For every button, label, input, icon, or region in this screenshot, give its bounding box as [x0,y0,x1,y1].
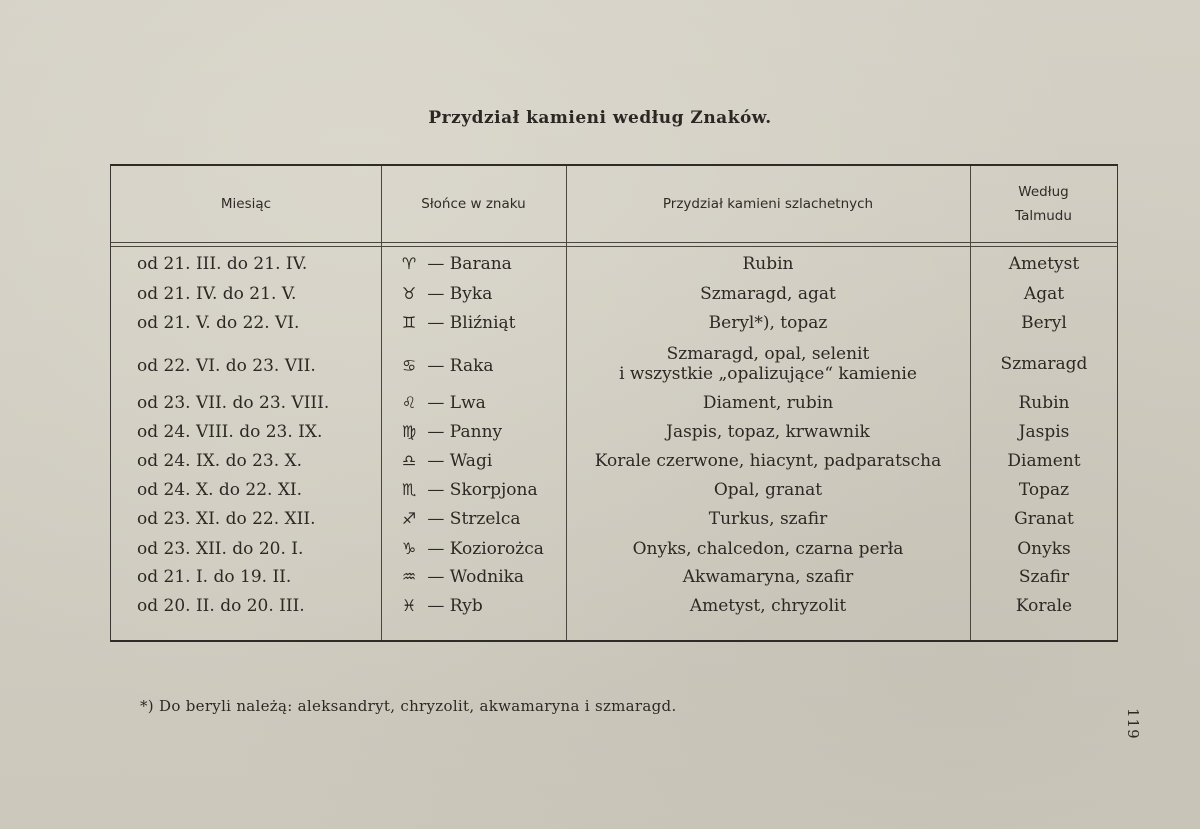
stones-line: Korale czerwone, hiacynt, padparatscha [594,451,942,471]
table-row-month: od 24. IX. do 23. X. [137,451,303,471]
zodiac-icon: ♎ [401,451,417,470]
zodiac-icon: ♋ [401,356,417,375]
table-row-sign [396,393,486,413]
table-row-talmud: Szafir [1018,567,1070,587]
table-row-month: od 23. VII. do 23. VIII. [137,393,330,413]
table-row-month: od 20. II. do 20. III. [137,596,305,616]
zodiac-icon: ♐ [401,509,417,528]
sign-label: — Raka [427,356,494,376]
table-row-stones [567,313,969,333]
sign-label: — Lwa [427,393,486,413]
header-stones: Przydział kamieni szlachetnych [662,196,874,212]
zodiac-icon: ♊ [401,313,417,332]
header-talmud-line2: Talmudu [1015,208,1072,224]
zodiac-icon: ♓ [401,596,417,615]
table-row-stones [567,451,969,471]
stones-line: Akwamaryna, szafir [682,567,854,587]
table-row-talmud: Agat [1023,284,1065,304]
table-row-talmud: Onyks [1017,539,1071,559]
zodiac-icon: ♏ [401,480,417,499]
sign-label: — Ryb [427,596,483,616]
table-row-talmud: Ametyst [1008,254,1080,274]
table-row-stones [567,539,969,559]
header-separator [111,242,1117,247]
table-row-talmud: Jaspis [1018,422,1070,442]
table-row-talmud: Granat [1014,509,1074,529]
table-row-sign [396,313,516,333]
stones-line: Opal, granat [713,480,823,500]
sign-label: — Panny [427,422,503,442]
table-row-month: od 24. VIII. do 23. IX. [137,422,323,442]
sign-label: — Wagi [427,451,493,471]
stones-line: Rubin [742,254,794,274]
table-row-talmud: Beryl [1021,313,1067,333]
table-row-month: od 21. IV. do 21. V. [137,284,297,304]
table-row-sign [396,422,502,442]
stones-line: Diament, rubin [702,393,834,413]
header-talmud-line1: Według [1018,184,1069,200]
table-row-sign [396,480,538,500]
table-row-month: od 21. V. do 22. VI. [137,313,300,333]
table-row-sign [396,596,483,616]
zodiac-icon: ♌ [401,393,417,412]
header-talmud [970,166,1117,242]
zodiac-icon: ♉ [401,284,417,303]
page-number: 119 [1124,708,1142,740]
stones-line: Turkus, szafir [708,509,828,529]
table-row-sign [396,509,521,529]
table-row-talmud: Szmaragd [1000,354,1088,374]
sign-label: — Bliźniąt [427,313,516,333]
header-sign: Słońce w znaku [421,196,526,212]
table-row-sign [396,451,492,471]
table-row-talmud: Korale [1015,596,1073,616]
table-row-month: od 23. XII. do 20. I. [137,539,304,559]
table-row-stones [567,567,969,587]
table-row-sign [396,254,512,274]
sign-label: — Koziorożca [427,539,544,559]
table-row-sign [396,539,544,559]
table-row-stones [567,480,969,500]
table-row-talmud: Topaz [1018,480,1070,500]
stones-line: Beryl*), topaz [708,313,828,333]
stones-line: Jaspis, topaz, krwawnik [666,422,870,442]
zodiac-icon: ♑ [401,539,417,558]
sign-label: — Skorpjona [427,480,538,500]
sign-label: — Wodnika [427,567,525,587]
table-row-talmud: Rubin [1018,393,1070,413]
table-row-stones [567,509,969,529]
table-row-sign [396,567,524,587]
table-row-stones [567,344,969,384]
zodiac-stones-table [110,164,1118,642]
zodiac-icon: ♒ [401,567,417,586]
stones-line: Szmaragd, agat [700,284,836,304]
header-month: Miesiąc [220,196,272,212]
zodiac-icon: ♍ [401,422,417,441]
stones-line: Szmaragd, opal, selenit [666,344,870,364]
table-row-month: od 21. III. do 21. IV. [137,254,308,274]
page-title: Przydział kamieni według Znaków. [428,108,772,128]
stones-line: Ametyst, chryzolit [689,596,847,616]
table-row-month: od 24. X. do 22. XI. [137,480,303,500]
footnote: *) Do beryli należą: aleksandryt, chryzolit, akwamaryna i szmaragd. [140,697,677,715]
zodiac-icon: ♈ [401,254,417,273]
table-row-stones [567,393,969,413]
table-row-stones [567,422,969,442]
table-row-sign [396,356,494,376]
table-row-stones [567,596,969,616]
sign-label: — Byka [427,284,493,304]
table-row-stones [567,254,969,274]
stones-line: Onyks, chalcedon, czarna perła [632,539,904,559]
table-row-talmud: Diament [1007,451,1081,471]
table-row-stones [567,284,969,304]
sign-label: — Barana [427,254,512,274]
stones-line-2: i wszystkie „opalizujące“ kamienie [619,364,917,384]
table-row-month: od 22. VI. do 23. VII. [137,356,316,376]
sign-label: — Strzelca [427,509,521,529]
table-row-month: od 21. I. do 19. II. [137,567,292,587]
table-row-month: od 23. XI. do 22. XII. [137,509,316,529]
table-row-sign [396,284,492,304]
